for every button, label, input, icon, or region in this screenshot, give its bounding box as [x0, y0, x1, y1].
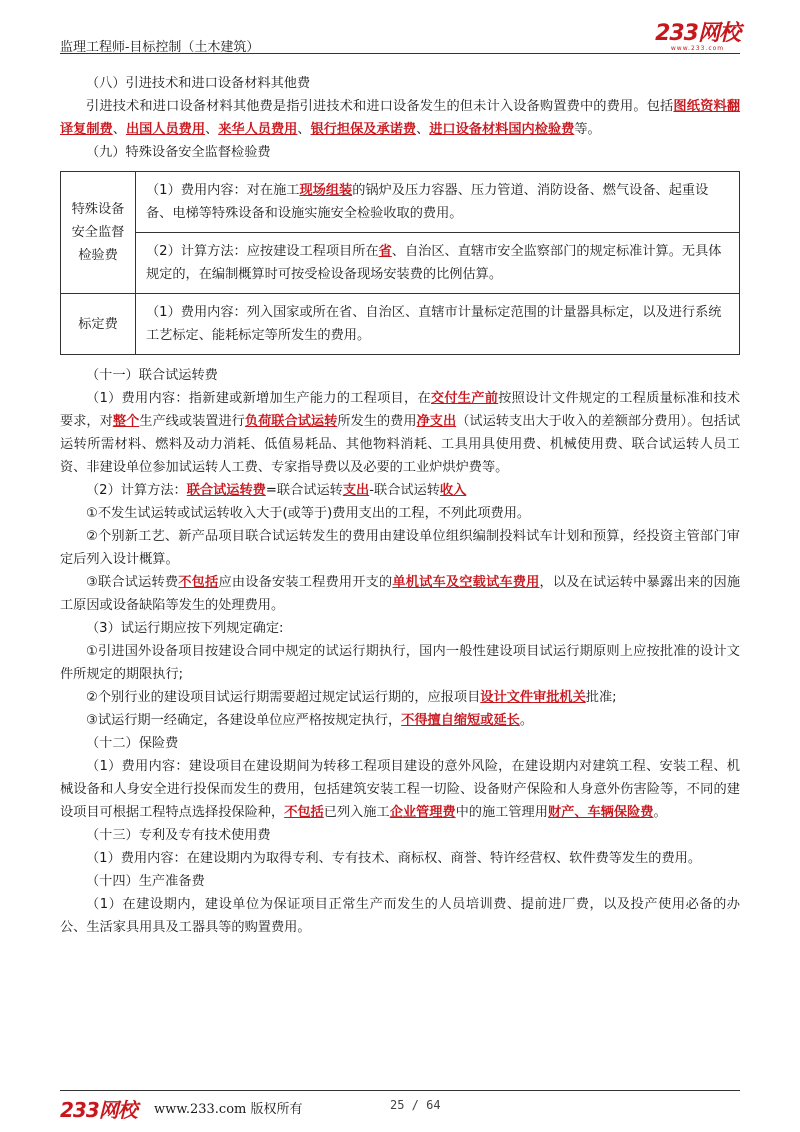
text-span: 、自治区、直辖市安全监察部门的规定标准计算。无具体规定的，在编制概算时可按受检设备现场安装费的比例估算。: [146, 244, 722, 282]
section-11-note-1: ①不发生试运转或试运转收入大于(或等于)费用支出的工程，不列此项费用。: [86, 506, 531, 521]
text-span: 批准;: [585, 690, 617, 705]
separator: 、: [205, 122, 219, 137]
section-11-formula: [60, 479, 740, 502]
text-span: 。: [519, 713, 534, 728]
brand-logo-text: 233网校: [655, 21, 740, 46]
keyword-outbound-staff-fee: 出国人员费用: [125, 122, 206, 137]
keyword-excludes: 不包括: [178, 575, 219, 590]
section-12-heading: （十二）保险费: [86, 736, 179, 751]
page-content: [60, 72, 740, 939]
text-span: （1）费用内容：对在施工: [146, 183, 300, 198]
text-span: ③试运行期一经确定，各建设单位应严格按规定执行，: [86, 713, 402, 728]
document-title: 监理工程师-目标控制（土木建筑）: [60, 40, 260, 55]
text-span: （1）费用内容：建设项目在建设期间为转移工程项目建设的意外风险，在建设期内对建筑工程、安装工程、机械设备和人身安全进行投保而发生的费用，包括建筑安装工程一切险、设备财产保险和人身意外伤害险等，不同的建设项目可根据工程特点选择投保险种，: [60, 759, 740, 820]
section-11-note-2: ②个别新工艺、新产品项目联合试运转发生的费用由建设单位组织编制投料试车计划和预算，经投资主管部门审定后列入设计概算。: [60, 529, 740, 567]
section-14-heading: （十四）生产准备费: [86, 874, 205, 889]
separator: 、: [297, 122, 311, 137]
section-11-paragraph-1: [60, 387, 740, 479]
keyword-no-shorten-extend: 不得擅自缩短或延长: [401, 713, 520, 728]
text-span: 引进技术和进口设备材料其他费是指引进技术和进口设备发生的但未计入设备购置费中的费用。包括: [86, 99, 674, 114]
keyword-income: 收入: [439, 483, 467, 498]
text-span: =联合试运转: [265, 483, 343, 498]
table-row: [61, 172, 740, 233]
section-11-rule-2: [60, 686, 740, 709]
section-11-heading: （十一）联合试运转费: [86, 368, 218, 383]
text-span: 的锅炉及压力容器、压力管道、消防设备、燃气设备、起重设备、电梯等特殊设备和设施实施安全检验收取的费用。: [146, 183, 709, 221]
table-row: [61, 233, 740, 294]
text-span: ③联合试运转费: [86, 575, 179, 590]
page-header: [60, 21, 740, 55]
section-12-paragraph: [60, 755, 740, 824]
keyword-import-inspection-fee: 进口设备材料国内检验费: [429, 122, 575, 137]
keyword-joint-test-fee: 联合试运转费: [186, 483, 266, 498]
section-13-heading: （十三）专利及专有技术使用费: [86, 828, 271, 843]
keyword-expense: 支出: [342, 483, 370, 498]
keyword-entire: 整个: [112, 414, 140, 429]
separator: 、: [416, 122, 430, 137]
table-cell: [136, 172, 740, 233]
text-span: 按照设计文件规定的工程质量标准和技术要求，对: [60, 391, 741, 429]
footer-logo[interactable]: 233网校: [60, 1098, 137, 1122]
section-11-rule-1: ①引进国外设备项目按建设合同中规定的试运行期执行，国内一般性建设项目试运行期原则上应按批准的设计文件所规定的期限执行;: [60, 644, 740, 682]
brand-logo-url: www.233.com: [670, 45, 725, 52]
keyword-enterprise-management-fee: 企业管理费: [389, 805, 456, 820]
table-row-label-special-equipment: 特殊设备安全监督检验费: [61, 172, 136, 294]
section-11-note-3: [60, 571, 740, 617]
keyword-onsite-assembly: 现场组装: [299, 183, 353, 198]
text-span: 所发生的费用: [337, 414, 417, 429]
keyword-property-vehicle-insurance: 财产、车辆保险费: [547, 805, 654, 820]
text-span: ②个别行业的建设项目试运行期需要超过规定试运行期的，应报项目: [86, 690, 481, 705]
text-span: （1）费用内容：指新建或新增加生产能力的工程项目，在: [86, 391, 431, 406]
keyword-inbound-staff-fee: 来华人员费用: [218, 122, 298, 137]
keyword-excludes: 不包括: [284, 805, 324, 820]
section-11-rule-3: [60, 709, 740, 732]
footer-copyright: www.233.com 版权所有: [154, 1102, 303, 1117]
keyword-before-delivery: 交付生产前: [430, 391, 499, 406]
text-span: 已列入施工: [323, 805, 390, 820]
keyword-load-joint-test: 负荷联合试运转: [244, 414, 338, 429]
page-number: 25 / 64: [390, 1098, 441, 1112]
keyword-design-approval-authority: 设计文件审批机关: [480, 690, 586, 705]
text-span: 中的施工管理用: [455, 805, 548, 820]
table-cell: [136, 233, 740, 294]
section-9-heading: （九）特殊设备安全监督检验费: [86, 145, 271, 160]
keyword-net-expense: 净支出: [416, 414, 457, 429]
section-13-paragraph: （1）费用内容：在建设期内为取得专利、专有技术、商标权、商誉、特许经营权、软件费等发生的费用。: [86, 851, 702, 866]
footer-divider: [60, 1090, 740, 1091]
text-span: -联合试运转: [369, 483, 440, 498]
text-span: 应由设备安装工程费用开支的: [218, 575, 393, 590]
text-span: 等。: [574, 122, 601, 137]
text-span: （2）计算方法：应按建设工程项目所在: [146, 244, 379, 259]
section-11-paragraph-3: （3）试运行期应按下列规定确定:: [86, 621, 284, 636]
text-span: （2）计算方法：: [86, 483, 187, 498]
fee-table: [60, 171, 740, 355]
text-span: 生产线或装置进行: [139, 414, 245, 429]
section-8-heading: （八）引进技术和进口设备材料其他费: [86, 76, 311, 91]
keyword-single-machine-test: 单机试车及空载试车费用: [392, 575, 540, 590]
separator: 、: [112, 122, 126, 137]
section-8-paragraph: [60, 95, 740, 141]
text-span: 。: [653, 805, 667, 820]
header-divider: [60, 53, 740, 54]
keyword-bank-guarantee-fee: 银行担保及承诺费: [310, 122, 417, 137]
keyword-province: 省: [378, 244, 392, 259]
text-span: ，以及在试运转中暴露出来的因施工原因或设备缺陷等发生的处理费用。: [60, 575, 741, 613]
keyword-translation-fee: 图纸资料翻译复制费: [60, 99, 741, 137]
table-row-label-calibration: 标定费: [61, 294, 136, 355]
table-cell: （1）费用内容：列入国家或所在省、自治区、直辖市计量标定范围的计量器具标定，以及进行系统工艺标定、能耗标定等所发生的费用。: [136, 294, 740, 355]
page-footer: [60, 1094, 740, 1122]
text-span: （试运转支出大于收入的差额部分费用）。包括试运转所需材料、燃料及动力消耗、低值易耗品、其他物料消耗、工具用具使用费、机械使用费、联合试运转人员工资、非建设单位参加试运转人工费、专家指导费以及必要的工业炉烘炉费等。: [60, 414, 741, 475]
table-row: [61, 294, 740, 355]
brand-logo[interactable]: [655, 22, 740, 52]
section-14-paragraph: （1）在建设期内，建设单位为保证项目正常生产而发生的人员培训费、提前进厂费，以及投产使用必备的办公、生活家具用具及工器具等的购置费用。: [60, 897, 740, 935]
